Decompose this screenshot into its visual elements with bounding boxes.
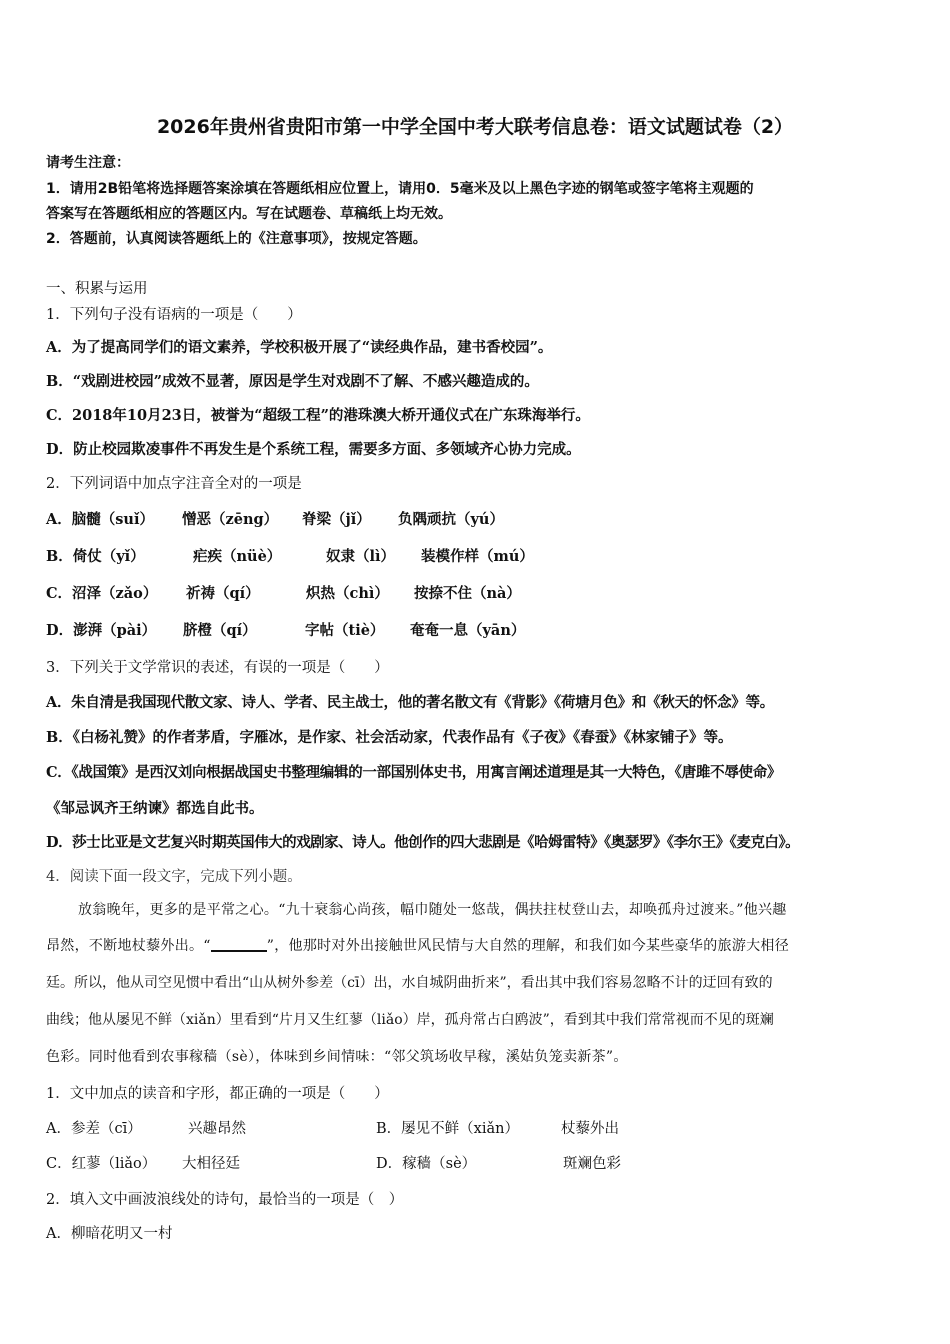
q2-d-word-3: 字帖（tiè） — [305, 622, 385, 639]
sub1-option-c-word: 大相径廷 — [182, 1156, 240, 1172]
q2-b-word-2: 疟疾（nüè） — [193, 548, 282, 565]
notice-item-1-cont: 答案写在答题纸相应的答题区内。写在试题卷、草稿纸上均无效。 — [46, 206, 452, 222]
sub-question-1-stem: 1．文中加点的读音和字形，都正确的一项是（ ） — [46, 1086, 389, 1102]
passage-line-2 — [46, 935, 789, 955]
passage-line-3: 廷。所以，他从司空见惯中看出“山从树外参差（cī）出，水自城阴曲折来”，看出其中我们容易忽略不计的迂回有致的 — [46, 975, 773, 991]
sub1-option-d-reading: D．稼穑（sè） — [376, 1156, 477, 1172]
notice-item-1: 1．请用2B铅笔将选择题答案涂填在答题纸相应位置上，请用0．5毫米及以上黑色字迹的钢笔或签字笔将主观题的 — [46, 181, 754, 197]
page-title: 2026年贵州省贵阳市第一中学全国中考大联考信息卷：语文试题试卷（2） — [156, 116, 794, 138]
q2-b-word-4: 装模作样（mú） — [421, 548, 534, 565]
sub1-option-b-word: 杖藜外出 — [561, 1121, 619, 1137]
q2-a-word-3: 脊梁（jǐ） — [302, 511, 371, 528]
q2-b-word-3: 奴隶（lì） — [326, 548, 396, 565]
notice-item-2: 2．答题前，认真阅读答题纸上的《注意事项》，按规定答题。 — [46, 231, 427, 247]
question-3-option-c: C．《战国策》是西汉刘向根据战国史书整理编辑的一部国别体史书，用寓言阐述道理是其一大特色，《唐雎不辱使命》 — [46, 764, 782, 781]
q2-a-word-4: 负隅顽抗（yú） — [398, 511, 504, 528]
question-1-option-d: D．防止校园欺凌事件不再发生是个系统工程，需要多方面、多领域齐心协力完成。 — [46, 441, 581, 458]
question-3-stem: 3．下列关于文学常识的表述，有误的一项是（ ） — [46, 660, 389, 676]
question-3-option-c-cont: 《邹忌讽齐王纳谏》都选自此书。 — [46, 800, 264, 817]
fill-in-blank — [211, 936, 267, 952]
notice-heading: 请考生注意： — [46, 155, 130, 171]
sub1-option-a-word: 兴趣昂然 — [188, 1121, 246, 1137]
passage-line-2-end: ”，他那时对外出接触世风民情与大自然的理解，和我们如今某些豪华的旅游大相径 — [266, 938, 790, 954]
q2-c-word-1: C．沼泽（zǎo） — [46, 585, 158, 602]
sub1-option-b-reading: B．屡见不鲜（xiǎn） — [376, 1121, 519, 1137]
passage-line-2-start: 昂然，不断地杖藜外出。“ — [46, 938, 211, 954]
passage-line-5: 色彩。同时他看到农事稼穑（sè），体味到乡间情味：“邻父筑场收早稼，溪姑负笼卖新茶”。 — [46, 1049, 628, 1065]
question-1-stem: 1．下列句子没有语病的一项是（ ） — [46, 307, 302, 323]
question-4-stem: 4．阅读下面一段文字，完成下列小题。 — [46, 869, 302, 885]
question-2-stem: 2．下列词语中加点字注音全对的一项是 — [46, 476, 302, 492]
question-1-option-c: C．2018年10月23日，被誉为“超级工程”的港珠澳大桥开通仪式在广东珠海举行。 — [46, 407, 590, 424]
section-heading: 一、积累与运用 — [46, 281, 148, 297]
sub-question-2-stem: 2．填入文中画波浪线处的诗句，最恰当的一项是（ ） — [46, 1192, 404, 1208]
sub1-option-a-reading: A．参差（cī） — [46, 1121, 142, 1137]
question-1-option-a: A．为了提高同学们的语文素养，学校积极开展了“读经典作品，建书香校园”。 — [46, 339, 553, 356]
q2-d-word-1: D．澎湃（pài） — [46, 622, 157, 639]
q2-c-word-3: 炽热（chì） — [306, 585, 389, 602]
q2-d-word-2: 脐橙（qí） — [183, 622, 257, 639]
q2-b-word-1: B．倚仗（yǐ） — [46, 548, 145, 565]
question-1-option-b: B．“戏剧进校园”成效不显著，原因是学生对戏剧不了解、不感兴趣造成的。 — [46, 373, 539, 390]
q2-d-word-4: 奄奄一息（yān） — [410, 622, 526, 639]
sub1-option-d-word: 斑斓色彩 — [563, 1156, 621, 1172]
q2-a-word-2: 憎恶（zēng） — [182, 511, 279, 528]
passage-line-1: 放翁晚年，更多的是平常之心。“九十衰翁心尚孩，幅巾随处一悠哉，偶扶拄杖登山去，却唤孤舟过渡来。”他兴趣 — [78, 902, 787, 918]
question-3-option-d: D．莎士比亚是文艺复兴时期英国伟大的戏剧家、诗人。他创作的四大悲剧是《哈姆雷特》《奥瑟罗》《李尔王》《麦克白》。 — [46, 834, 800, 851]
sub2-option-a: A．柳暗花明又一村 — [46, 1226, 173, 1242]
q2-c-word-4: 按捺不住（nà） — [414, 585, 521, 602]
q2-c-word-2: 祈祷（qí） — [186, 585, 260, 602]
q2-a-word-1: A．脑髓（suǐ） — [46, 511, 154, 528]
question-3-option-b: B．《白杨礼赞》的作者茅盾，字雁冰，是作家、社会活动家，代表作品有《子夜》《春蚕》《林家铺子》等。 — [46, 729, 733, 746]
passage-line-4: 曲线；他从屡见不鲜（xiǎn）里看到“片月又生红蓼（liǎo）岸，孤舟常占白鸥波”，看到其中我们常常视而不见的斑斓 — [46, 1012, 774, 1028]
question-3-option-a: A．朱自清是我国现代散文家、诗人、学者、民主战士，他的著名散文有《背影》《荷塘月色》和《秋天的怀念》等。 — [46, 694, 774, 711]
sub1-option-c-reading: C．红蓼（liǎo） — [46, 1156, 157, 1172]
